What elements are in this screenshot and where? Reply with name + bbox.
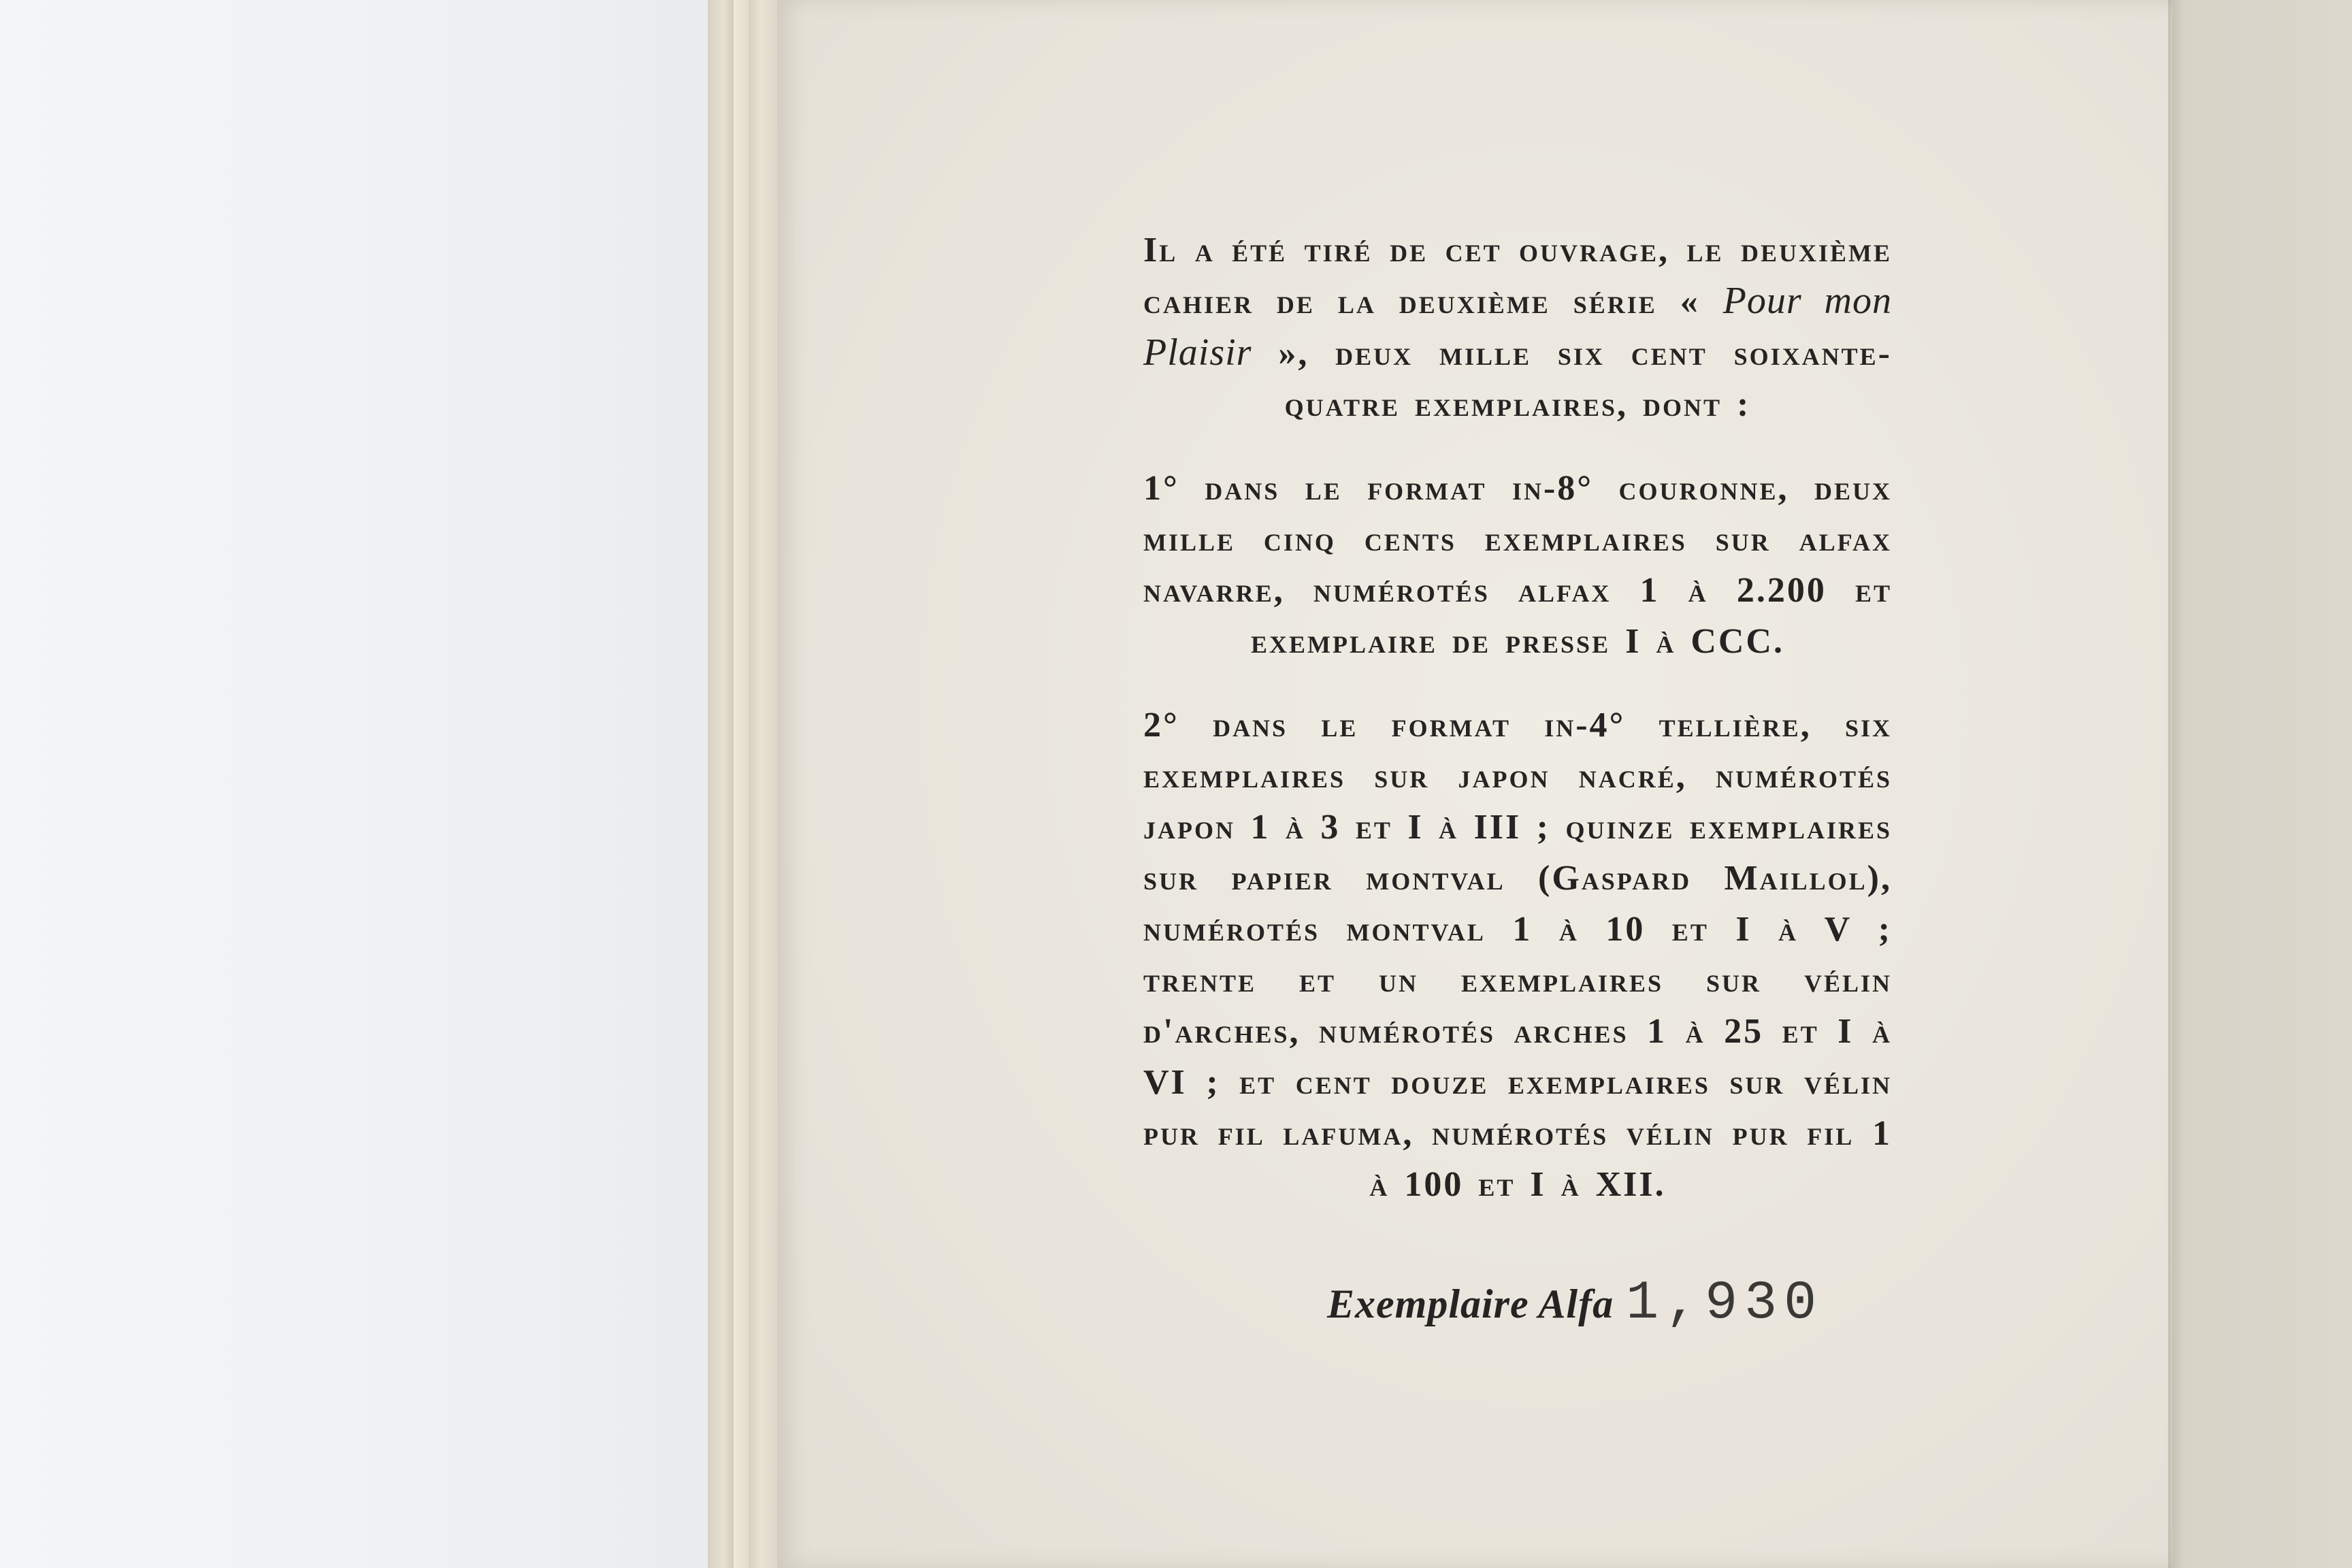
intro-text-before: Il a été tiré de cet ouvrage, le deuxième cahier de la deuxième série « xyxy=(1143,231,1892,321)
facing-edge xyxy=(2172,0,2352,1568)
colophon-paragraph-octavo: 1° dans le format in-8° couronne, deux mille cinq cents exemplaires sur alfax navarre, numérotés alfax 1 à 2.200 et exemplaire de presse I à CCC. xyxy=(1143,469,1892,661)
copy-number-label: Exemplaire Alfa xyxy=(1327,1281,1614,1326)
colophon-text xyxy=(1143,225,1892,1210)
page-edge xyxy=(762,0,779,1568)
page-edge xyxy=(708,0,735,1568)
series-title: Pour mon Plaisir xyxy=(1143,280,1893,374)
page-edge xyxy=(734,0,750,1568)
colophon-paragraph-quarto: 2° dans le format in-4° tellière, six exemplaires sur japon nacré, numérotés japon 1 à 3 et I à III ; quinze exemplaires sur papier montval (Gaspard Maillol), numérotés montval 1 à 10 et I à V ; trente et un exemplaires sur vélin d'arches, numérotés arches 1 à 25 et I à VI ; et cent douze exemplaires sur vélin pur fil lafuma, numérotés vélin pur fil 1 à 100 et I à XII. xyxy=(1143,706,1892,1204)
intro-text-after: », deux mille six cent soixante-quatre exemplaires, dont : xyxy=(1252,334,1892,424)
backdrop xyxy=(0,0,721,1568)
copy-number-stamp: 1,930 xyxy=(1626,1273,1824,1335)
colophon-paragraph-intro xyxy=(1143,225,1892,430)
page-edge xyxy=(749,0,764,1568)
copy-number-line xyxy=(1327,1273,1940,1335)
